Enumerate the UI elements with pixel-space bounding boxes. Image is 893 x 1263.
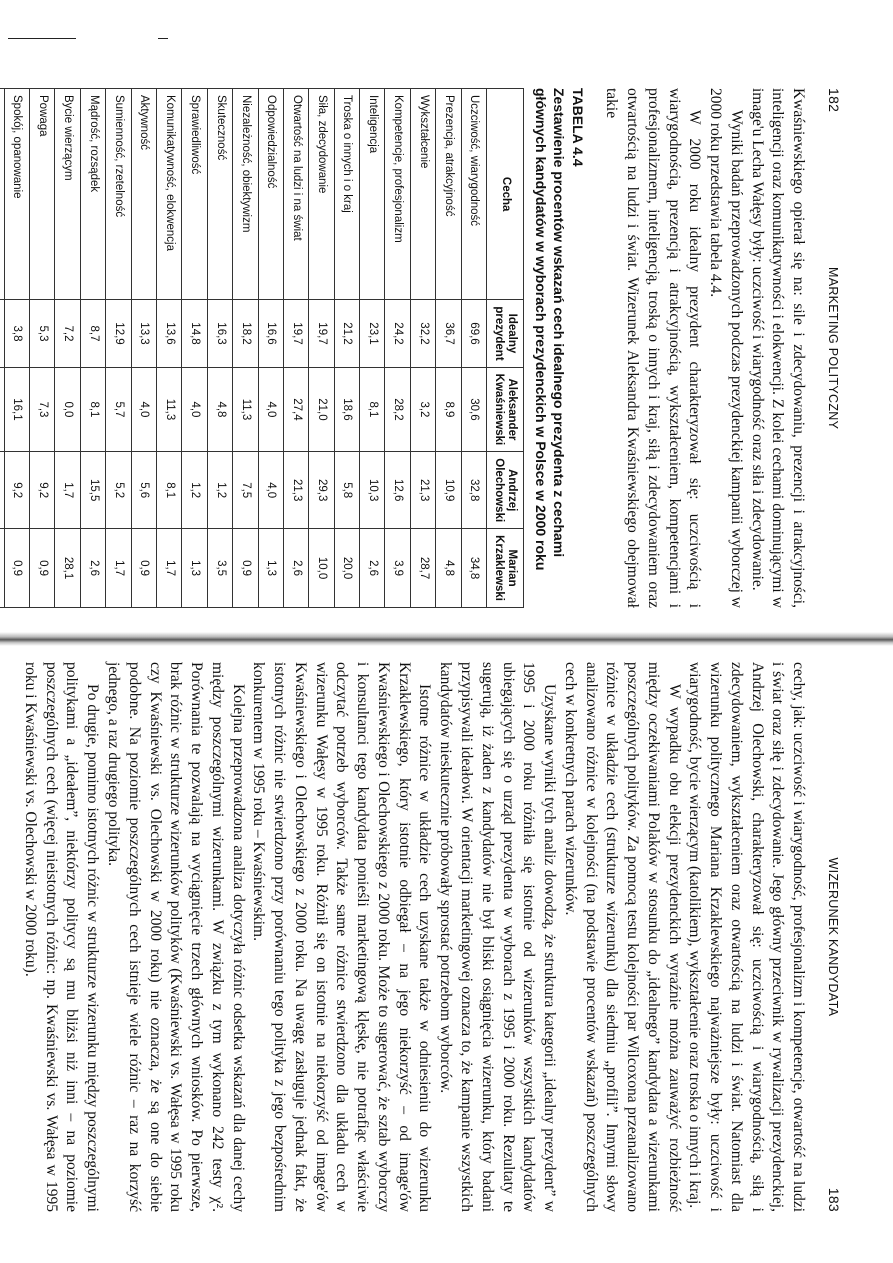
traits-table <box>0 88 524 608</box>
percent-cell: 21,3 <box>410 452 435 529</box>
paragraph: Kwaśniewskiego opierał się na: sile i zdecydowaniu, prezencji i atrakcyjności, inteligencji oraz komunikatywności i elokwencji. Z kolei cechami dominującymi w image'u Lecha Wałęsy były: uczciwość i wiarygodność oraz siła i zdecydowanie. <box>748 88 808 608</box>
table-row <box>4 89 29 608</box>
percent-cell: 5,2 <box>106 452 131 529</box>
percent-cell: 4,8 <box>436 529 461 608</box>
percent-cell <box>0 367 4 452</box>
percent-cell: 16,3 <box>207 300 232 367</box>
table-row <box>182 89 207 608</box>
percent-cell: 19,7 <box>283 300 308 367</box>
percent-cell: 3,8 <box>4 300 29 367</box>
percent-cell: 8,1 <box>156 452 181 529</box>
percent-cell: 0,9 <box>131 529 156 608</box>
table-row <box>385 89 410 608</box>
percent-cell: 14,8 <box>182 300 207 367</box>
table-row <box>334 89 359 608</box>
book-gutter <box>0 632 893 646</box>
percent-cell: 1,7 <box>156 529 181 608</box>
percent-cell: 5,3 <box>30 300 55 367</box>
table-row <box>55 89 80 608</box>
table-row <box>309 89 334 608</box>
percent-cell: 4,8 <box>207 367 232 452</box>
trait-cell: Skuteczność <box>207 89 232 300</box>
percent-cell: 29,3 <box>309 452 334 529</box>
table-title: Zestawienie procentów wskazań cech idealnego prezydenta z cechami głównych kandydatów w wyborach prezydenckich w Polsce w 2000 roku <box>533 88 568 571</box>
percent-cell <box>0 452 4 529</box>
table-row <box>410 89 435 608</box>
page-number: 183 <box>826 1187 842 1212</box>
percent-cell: 1,2 <box>182 452 207 529</box>
percent-cell: 10,0 <box>309 529 334 608</box>
trait-cell: Otwartość na ludzi i na świat <box>283 89 308 300</box>
percent-cell: 28,2 <box>385 367 410 452</box>
percent-cell: 28,7 <box>410 529 435 608</box>
percent-cell: 18,2 <box>233 300 258 367</box>
percent-cell: 36,7 <box>436 300 461 367</box>
percent-cell: 4,0 <box>258 452 283 529</box>
percent-cell: 1,3 <box>182 529 207 608</box>
percent-cell: 10,3 <box>360 452 385 529</box>
percent-cell: 8,1 <box>80 367 105 452</box>
percent-cell: 69,6 <box>461 300 486 367</box>
table-row <box>436 89 461 608</box>
page-182 <box>11 88 843 608</box>
percent-cell: 0,9 <box>30 529 55 608</box>
percent-cell: 23,1 <box>360 300 385 367</box>
percent-cell: 34,8 <box>461 529 486 608</box>
trait-cell: Sprawiedliwość <box>182 89 207 300</box>
trait-cell: Niezależność, obiektywizm <box>233 89 258 300</box>
table-row <box>80 89 105 608</box>
percent-cell: 5,8 <box>334 452 359 529</box>
running-head <box>824 662 843 1212</box>
percent-cell <box>0 300 4 367</box>
trait-cell: Uczciwość, wiarygodność <box>461 89 486 300</box>
table-row <box>461 89 486 608</box>
percent-cell: 7,3 <box>30 367 55 452</box>
percent-cell: 8,7 <box>80 300 105 367</box>
percent-cell: 1,2 <box>207 452 232 529</box>
percent-cell: 2,6 <box>283 529 308 608</box>
percent-cell: 1,7 <box>55 452 80 529</box>
percent-cell: 7,2 <box>55 300 80 367</box>
percent-cell: 8,1 <box>360 367 385 452</box>
percent-cell: 15,5 <box>80 452 105 529</box>
percent-cell: 28,1 <box>55 529 80 608</box>
running-head-title: WIZERUNEK KANDYDATA <box>826 857 840 1017</box>
percent-cell: 9,2 <box>30 452 55 529</box>
percent-cell: 16,6 <box>258 300 283 367</box>
running-head-title: MARKETING POLITYCZNY <box>826 266 840 430</box>
trait-cell <box>0 89 4 300</box>
percent-cell: 21,2 <box>334 300 359 367</box>
percent-cell: 5,6 <box>131 452 156 529</box>
trait-cell: Inteligencja <box>360 89 385 300</box>
table-label: TABELA 4.4 <box>569 88 586 167</box>
table-row <box>30 89 55 608</box>
percent-cell: 5,7 <box>106 367 131 452</box>
trait-cell: Prezencja, atrakcyjność <box>436 89 461 300</box>
table-header-row <box>487 89 524 608</box>
percent-cell: 9,2 <box>4 452 29 529</box>
trait-cell: Odpowiedzialność <box>258 89 283 300</box>
percent-cell: 13,3 <box>131 300 156 367</box>
trait-cell: Mądrość, rozsądek <box>80 89 105 300</box>
trait-cell: Bycie wierzącym <box>55 89 80 300</box>
percent-cell: 2,6 <box>80 529 105 608</box>
trait-cell: Wykształcenie <box>410 89 435 300</box>
percent-cell: 27,4 <box>283 367 308 452</box>
column-header: Aleksander Kwaśniewski <box>487 367 524 452</box>
percent-cell: 11,3 <box>233 367 258 452</box>
percent-cell: 32,8 <box>461 452 486 529</box>
percent-cell: 10,9 <box>436 452 461 529</box>
percent-cell: 1,7 <box>106 529 131 608</box>
percent-cell: 11,3 <box>156 367 181 452</box>
page-183 <box>21 662 843 1212</box>
percent-cell: 3,2 <box>410 367 435 452</box>
paragraph: Uzyskane wyniki tych analiz dowodzą, że struktura kategorii „idealny prezydent” w 1995 i 2000 roku różniła się istotnie od wizerunków wszystkich kandydatów ubiegających się o urząd prezydenta w wyborach z 1995 i 2000 roku. Rezultaty te sugerują, iż żaden z kandydatów nie był bliski osiągnięcia wizerunku, który badani przypisywali ideałowi. W orientacji marketingowej oznacza to, że kampanie wszystkich kandydatów nieskutecznie próbowały sprostać potrzebom wyborców. <box>437 662 559 1212</box>
percent-cell: 21,0 <box>309 367 334 452</box>
trait-cell: Powaga <box>30 89 55 300</box>
percent-cell: 4,0 <box>131 367 156 452</box>
paragraph: cechy, jak: uczciwość i wiarygodność, profesjonalizm i kompetencje, otwartość na ludzi i świat oraz siłę i zdecydowanie. Jego główny przeciwnik w rywalizacji prezydenckiej, Andrzej Olechowski, charakteryzował się: uczciwością i wiarygodnością, siłą i zdecydowaniem, wykształceniem oraz otwartością na ludzi i świat. Natomiast dla wizerunku politycznego Mariana Krzaklewskiego najważniejsze były: uczciwość i wiarygodność, bycie wierzącym (katolikiem), wykształcenie oraz troska o innych i kraj. <box>686 662 808 1212</box>
percent-cell: 7,5 <box>233 452 258 529</box>
trait-cell: Komunikatywność, elokwencja <box>156 89 181 300</box>
trait-cell: Siła, zdecydowanie <box>309 89 334 300</box>
percent-cell: 24,2 <box>385 300 410 367</box>
column-header: Andrzej Olechowski <box>487 452 524 529</box>
percent-cell: 3,5 <box>207 529 232 608</box>
percent-cell: 0,9 <box>233 529 258 608</box>
percent-cell: 12,6 <box>385 452 410 529</box>
paragraph: Po drugie, pomimo istotnych różnic w strukturze wizerunku między poszczególnymi politykami a „ideałem”, niektórzy politycy są mu bliżsi niż inni – na poziomie poszczególnych cech (więcej nieistotnych różnic: np. Kwaśniewski vs. Wałęsa w 1995 roku i Kwaśniewski vs. Olechowski w 2000 roku). <box>21 662 102 1212</box>
percent-cell: 16,1 <box>4 367 29 452</box>
table-row <box>156 89 181 608</box>
running-head <box>824 88 843 608</box>
trait-cell: Sumienność, rzetelność <box>106 89 131 300</box>
trait-cell: Troska o innych i o kraj <box>334 89 359 300</box>
percent-cell: 30,6 <box>461 367 486 452</box>
percent-cell: 8,9 <box>436 367 461 452</box>
table-row <box>106 89 131 608</box>
scan-artifact-line <box>8 38 76 39</box>
percent-cell: 1,3 <box>258 529 283 608</box>
percent-cell: 20,0 <box>334 529 359 608</box>
percent-cell: 19,7 <box>309 300 334 367</box>
percent-cell: 4,0 <box>258 367 283 452</box>
percent-cell: 32,2 <box>410 300 435 367</box>
percent-cell: 3,9 <box>385 529 410 608</box>
paragraph: W wypadku obu elekcji prezydenckich wyraźnie można zauważyć rozbieżność między oczekiwaniami Polaków w stosunku do „idealnego” kandydata a wizerunkami poszczególnych polityków. Za pomocą testu kolejności par Wilcoxona przeanalizowano różnice w układzie cech (strukturze wizerunku) dla siedmiu „profili”. Innymi słowy analizowano różnice w kolejności (na podstawie procentów wskazań) poszczególnych cech w konkretnych parach wizerunków. <box>561 662 683 1212</box>
table-row <box>360 89 385 608</box>
table-caption <box>532 88 587 608</box>
paragraph: Istotne różnice w układzie cech uzyskane także w odniesieniu do wizerunku Krzaklewskiego, który istotnie odbiegał – na jego niekorzyść – od image'ów Kwaśniewskiego i Olechowskiego z 2000 roku. Może to sugerować, że sztab wyborczy i konsultanci tego kandydata ponieśli marketingową klęskę, nie potrafiąc właściwie odczytać potrzeb wyborców. Także same różnice stwierdzono dla układu cech w wizerunku Wałęsy w 1995 roku. Różnił się on istotnie na niekorzyść od image'ów Kwaśniewskiego i Olechowskiego z 2000 roku. Na uwagę zasługuje jednak fakt, że istotnych różnic nie stwierdzono przy porównaniu tego polityka z jego bezpośrednim konkurentem w 1995 roku – Kwaśniewskim. <box>250 662 434 1212</box>
table-row <box>233 89 258 608</box>
table-row <box>258 89 283 608</box>
paragraph: W 2000 roku idealny prezydent charakteryzował się: uczciwością i wiarygodnością, prezencją i atrakcyjnością, wykształceniem, kompetencjami i profesjonalizmem, inteligencją, troską o innych i kraj, siłą i zdecydowaniem oraz otwartością na ludzi i świat. Wizerunek Aleksandra Kwaśniewskiego obejmował takie <box>603 88 704 608</box>
percent-cell: 0,9 <box>4 529 29 608</box>
table-row <box>131 89 156 608</box>
trait-cell: Kompetencje, profesjonalizm <box>385 89 410 300</box>
percent-cell: 13,6 <box>156 300 181 367</box>
paragraph: Wyniki badań przeprowadzonych podczas prezydenckiej kampanii wyborczej w 2000 roku przedstawia tabela 4.4. <box>707 88 745 608</box>
column-header: Cecha <box>487 89 524 300</box>
percent-cell: 18,6 <box>334 367 359 452</box>
table-row <box>0 89 4 608</box>
scan-artifact-dash <box>158 38 168 39</box>
table-body <box>0 89 487 608</box>
column-header: Marian Krzaklewski <box>487 529 524 608</box>
paragraph: Kolejna przeprowadzona analiza dotyczyła różnic odsetka wskazań dla danej cechy między poszczególnymi wizerunkami. W związku z tym wykonano 242 testy χ². Porównania te pozwalają na wyciągnięcie trzech głównych wniosków. Po pierwsze, brak różnic w strukturze wizerunków polityków (Kwaśniewski vs. Wałęsa w 1995 roku czy Kwaśniewski vs. Olechowski w 2000 roku) nie oznacza, że są one do siebie podobne. Na poziomie poszczególnych cech istnieje wiele różnic – raz na korzyść jednego, a raz drugiego polityka. <box>104 662 247 1212</box>
percent-cell: 4,0 <box>182 367 207 452</box>
page-number: 182 <box>826 88 842 113</box>
table-row <box>207 89 232 608</box>
percent-cell: 21,3 <box>283 452 308 529</box>
table-row <box>283 89 308 608</box>
percent-cell <box>0 529 4 608</box>
percent-cell: 2,6 <box>360 529 385 608</box>
trait-cell: Aktywność <box>131 89 156 300</box>
percent-cell: 12,9 <box>106 300 131 367</box>
column-header: Idealny prezydent <box>487 300 524 367</box>
trait-cell: Spokój, opanowanie <box>4 89 29 300</box>
percent-cell: 0,0 <box>55 367 80 452</box>
